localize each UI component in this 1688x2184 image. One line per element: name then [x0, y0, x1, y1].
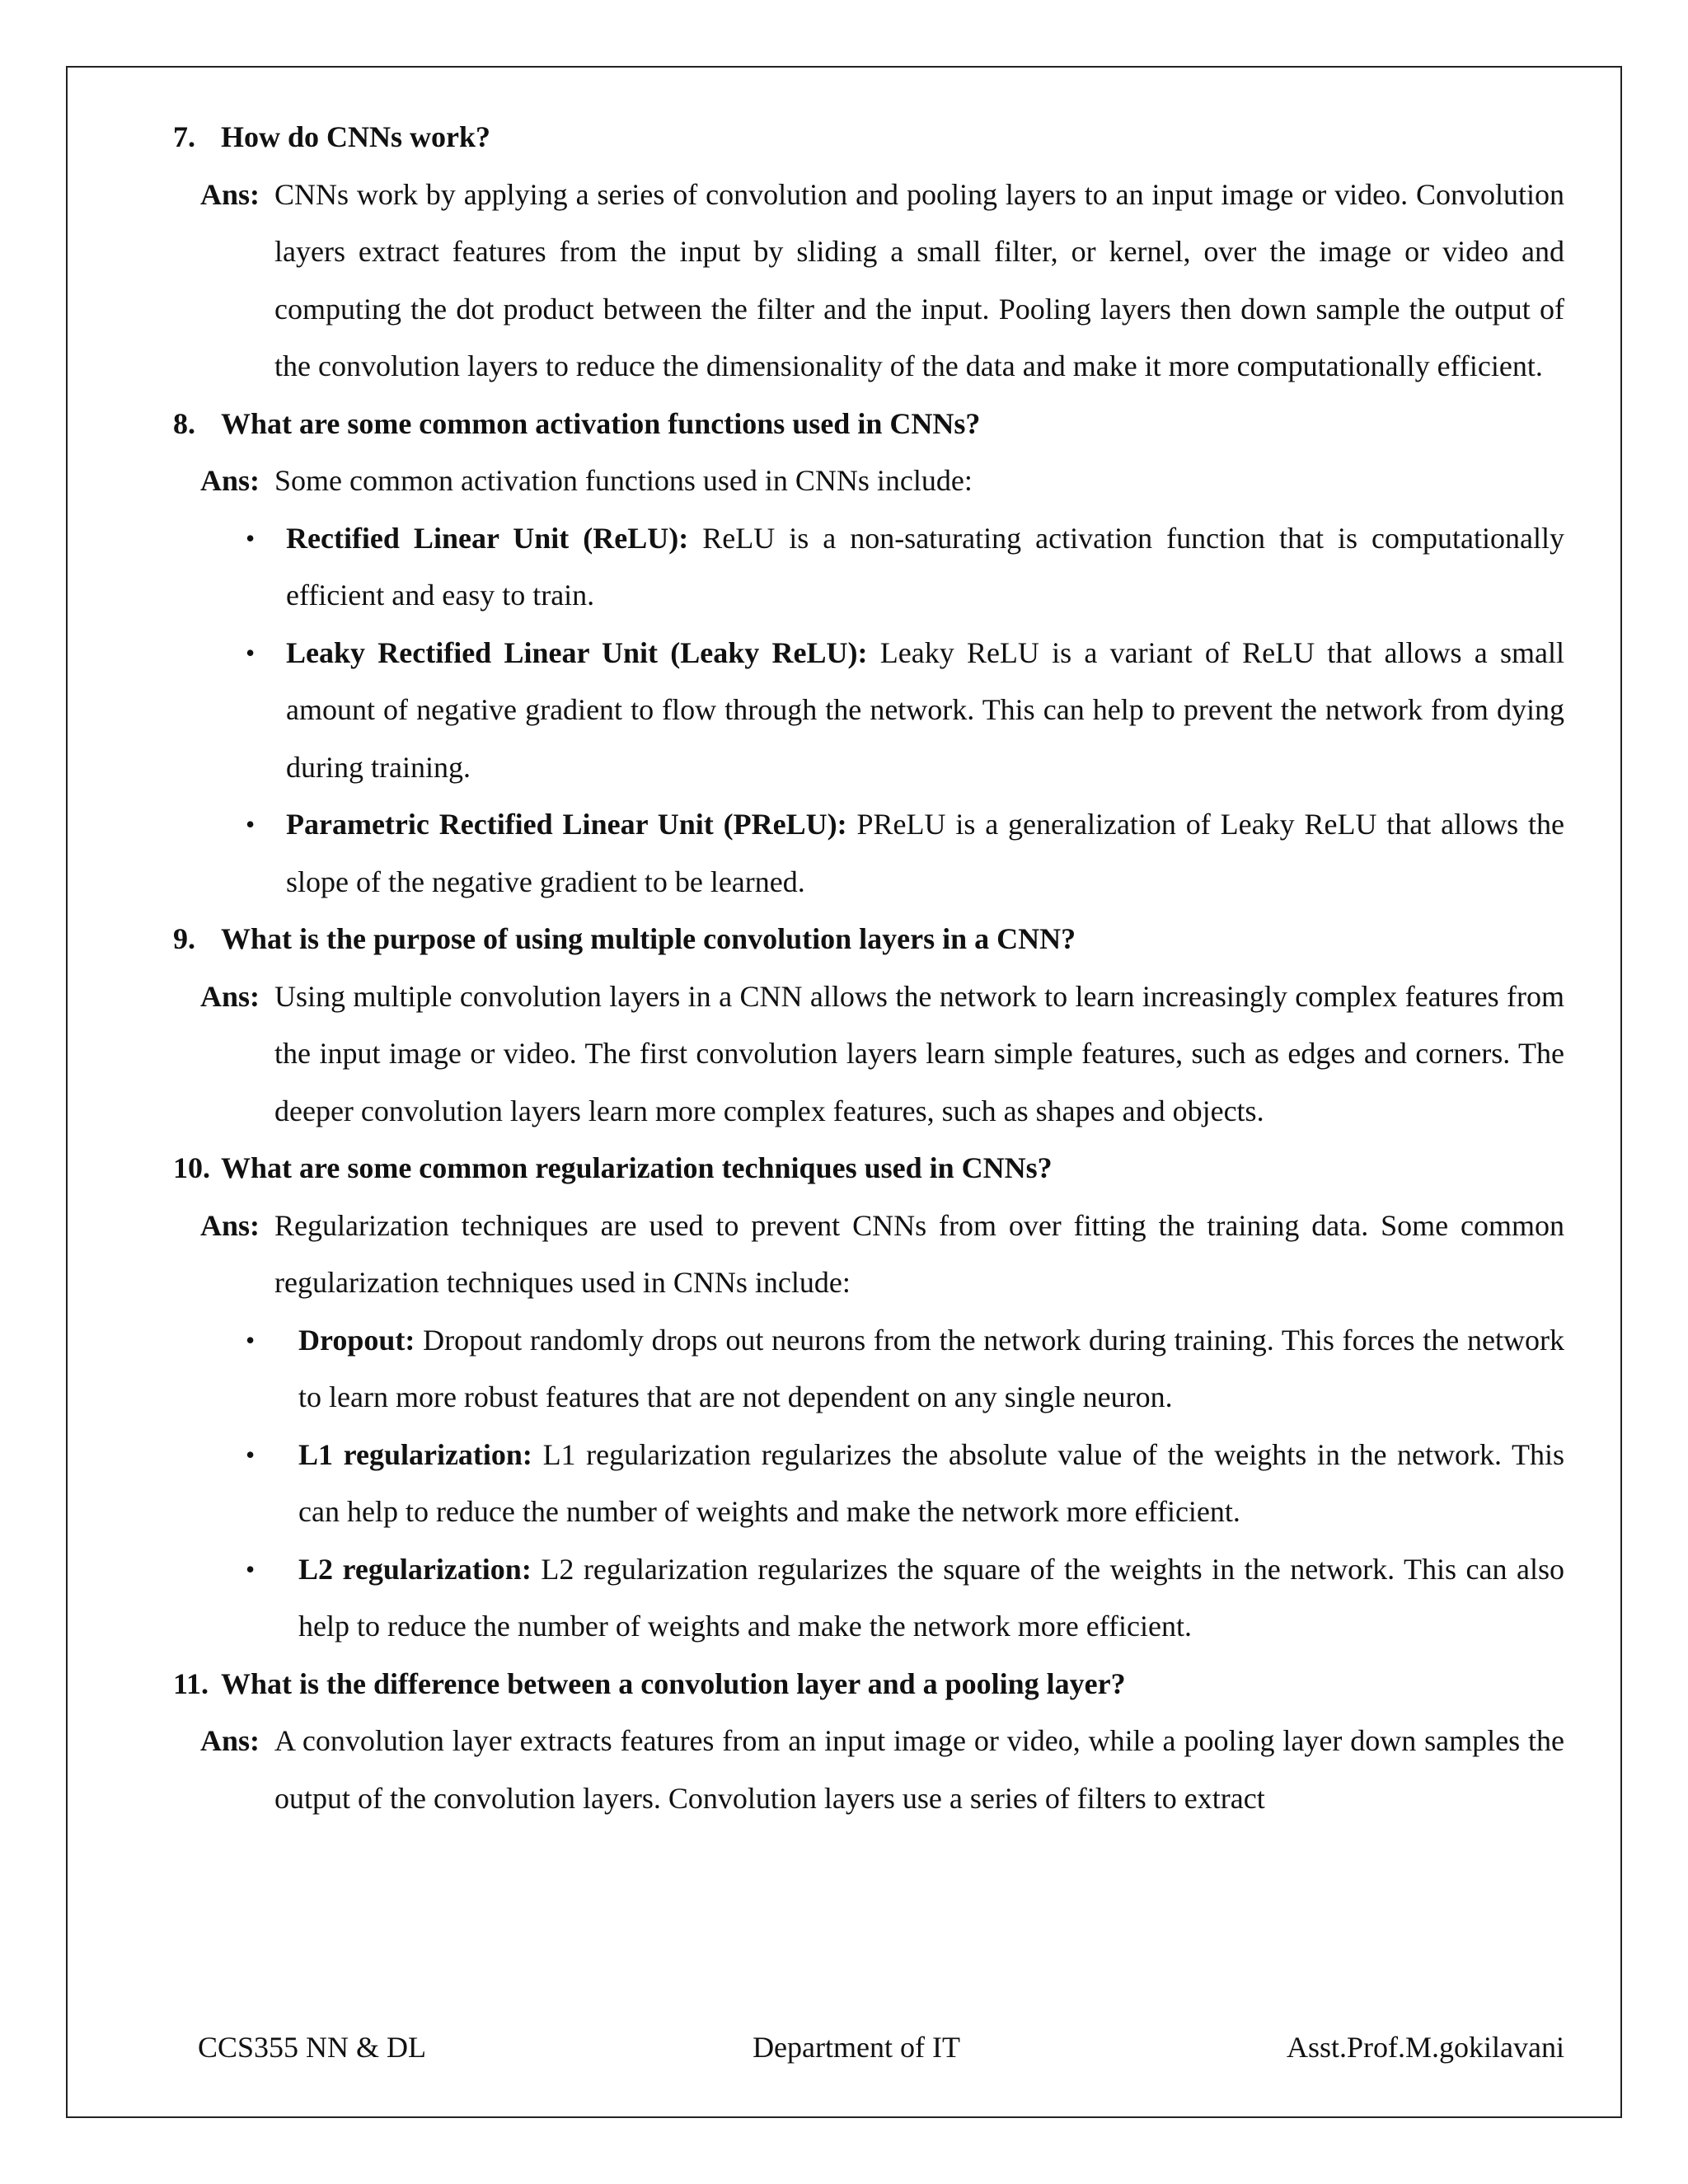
bullet-icon: •	[246, 809, 256, 839]
answer-text: Regularization techniques are used to prevent CNNs from over fitting the training data. Some common regularization techniques used in CNNs include:	[274, 1208, 1564, 1299]
footer-course-code: CCS355 NN & DL	[198, 2031, 427, 2064]
question-text: What is the difference between a convolution layer and a pooling layer?	[221, 1666, 1126, 1700]
bullet-text: PReLU is a generalization of Leaky ReLU that allows the slope of the negative gradient to be learned.	[286, 808, 1564, 898]
list-item	[173, 796, 1564, 911]
bullet-term: Parametric Rectified Linear Unit (PReLU):	[286, 808, 847, 841]
question-number: 7.	[173, 120, 195, 153]
bullet-term: L2 regularization:	[298, 1552, 532, 1586]
bullet-list	[173, 510, 1564, 912]
bullet-term: Leaky Rectified Linear Unit (Leaky ReLU):	[286, 635, 868, 669]
question-heading	[173, 911, 1564, 968]
page-footer	[198, 2029, 1564, 2065]
question-number: 9.	[173, 922, 195, 955]
question-text: What is the purpose of using multiple convolution layers in a CNN?	[221, 922, 1076, 955]
answer-paragraph	[200, 1713, 1564, 1827]
question-11	[173, 1656, 1564, 1828]
bullet-icon: •	[246, 1439, 256, 1469]
question-text: What are some common regularization techniques used in CNNs?	[221, 1151, 1053, 1184]
question-number: 8.	[173, 406, 195, 440]
question-heading	[173, 1656, 1564, 1713]
list-item	[173, 1427, 1564, 1541]
answer-label: Ans:	[200, 464, 260, 497]
bullet-list	[173, 1312, 1564, 1656]
bullet-term: Dropout:	[298, 1323, 415, 1357]
answer-label: Ans:	[200, 979, 260, 1013]
question-text: How do CNNs work?	[221, 120, 491, 153]
bullet-term: Rectified Linear Unit (ReLU):	[286, 521, 689, 555]
question-number: 10.	[173, 1151, 210, 1184]
answer-label: Ans:	[200, 1724, 260, 1757]
question-number: 11.	[173, 1666, 209, 1700]
bullet-text: Dropout randomly drops out neurons from the network during training. This forces the network to learn more robust features that are not dependent on any single neuron.	[298, 1323, 1564, 1413]
page-content	[173, 109, 1564, 1827]
list-item	[173, 625, 1564, 797]
list-item	[173, 510, 1564, 625]
bullet-text: ReLU is a non-saturating activation function that is computationally efficient and easy to train.	[286, 521, 1564, 612]
question-heading	[173, 109, 1564, 166]
list-item	[173, 1541, 1564, 1656]
answer-label: Ans:	[200, 1208, 260, 1242]
answer-paragraph	[200, 166, 1564, 396]
bullet-text: Leaky ReLU is a variant of ReLU that allows a small amount of negative gradient to flow through the network. This can help to prevent the network from dying during training.	[286, 635, 1564, 784]
answer-paragraph	[200, 1197, 1564, 1312]
bullet-icon: •	[246, 523, 256, 553]
list-item	[173, 1312, 1564, 1427]
bullet-text: L1 regularization regularizes the absolute value of the weights in the network. This can help to reduce the number of weights and make the network more efficient.	[298, 1437, 1564, 1528]
question-heading	[173, 1140, 1564, 1197]
question-8	[173, 396, 1564, 912]
answer-paragraph	[200, 968, 1564, 1141]
bullet-icon: •	[246, 1324, 256, 1355]
question-text: What are some common activation functions used in CNNs?	[221, 406, 981, 440]
footer-department: Department of IT	[753, 2031, 960, 2064]
bullet-icon: •	[246, 637, 256, 668]
bullet-icon: •	[246, 1554, 256, 1584]
question-heading	[173, 396, 1564, 453]
answer-text: Using multiple convolution layers in a CNN allows the network to learn increasingly complex features from the input image or video. The first convolution layers learn simple features, such as edges and corners. The deeper convolution layers learn more complex features, such as shapes and objects.	[274, 979, 1564, 1127]
bullet-term: L1 regularization:	[298, 1437, 532, 1471]
answer-text: CNNs work by applying a series of convolution and pooling layers to an input image or video. Convolution layers extract features from the input by sliding a small filter, or kernel, over the image or video and computing the dot product between the filter and the input. Pooling layers then down sample the output of the convolution layers to reduce the dimensionality of the data and make it more computationally efficient.	[274, 177, 1564, 382]
question-7	[173, 109, 1564, 396]
bullet-text: L2 regularization regularizes the square of the weights in the network. This can also help to reduce the number of weights and make the network more efficient.	[298, 1552, 1565, 1643]
answer-text: Some common activation functions used in CNNs include:	[274, 464, 973, 497]
footer-author: Asst.Prof.M.gokilavani	[1287, 2031, 1564, 2064]
question-9	[173, 911, 1564, 1140]
answer-label: Ans:	[200, 177, 260, 211]
answer-paragraph	[200, 452, 1564, 510]
answer-text: A convolution layer extracts features from an input image or video, while a pooling layer down samples the output of the convolution layers. Convolution layers use a series of filters to extract	[274, 1724, 1564, 1815]
question-10	[173, 1140, 1564, 1656]
